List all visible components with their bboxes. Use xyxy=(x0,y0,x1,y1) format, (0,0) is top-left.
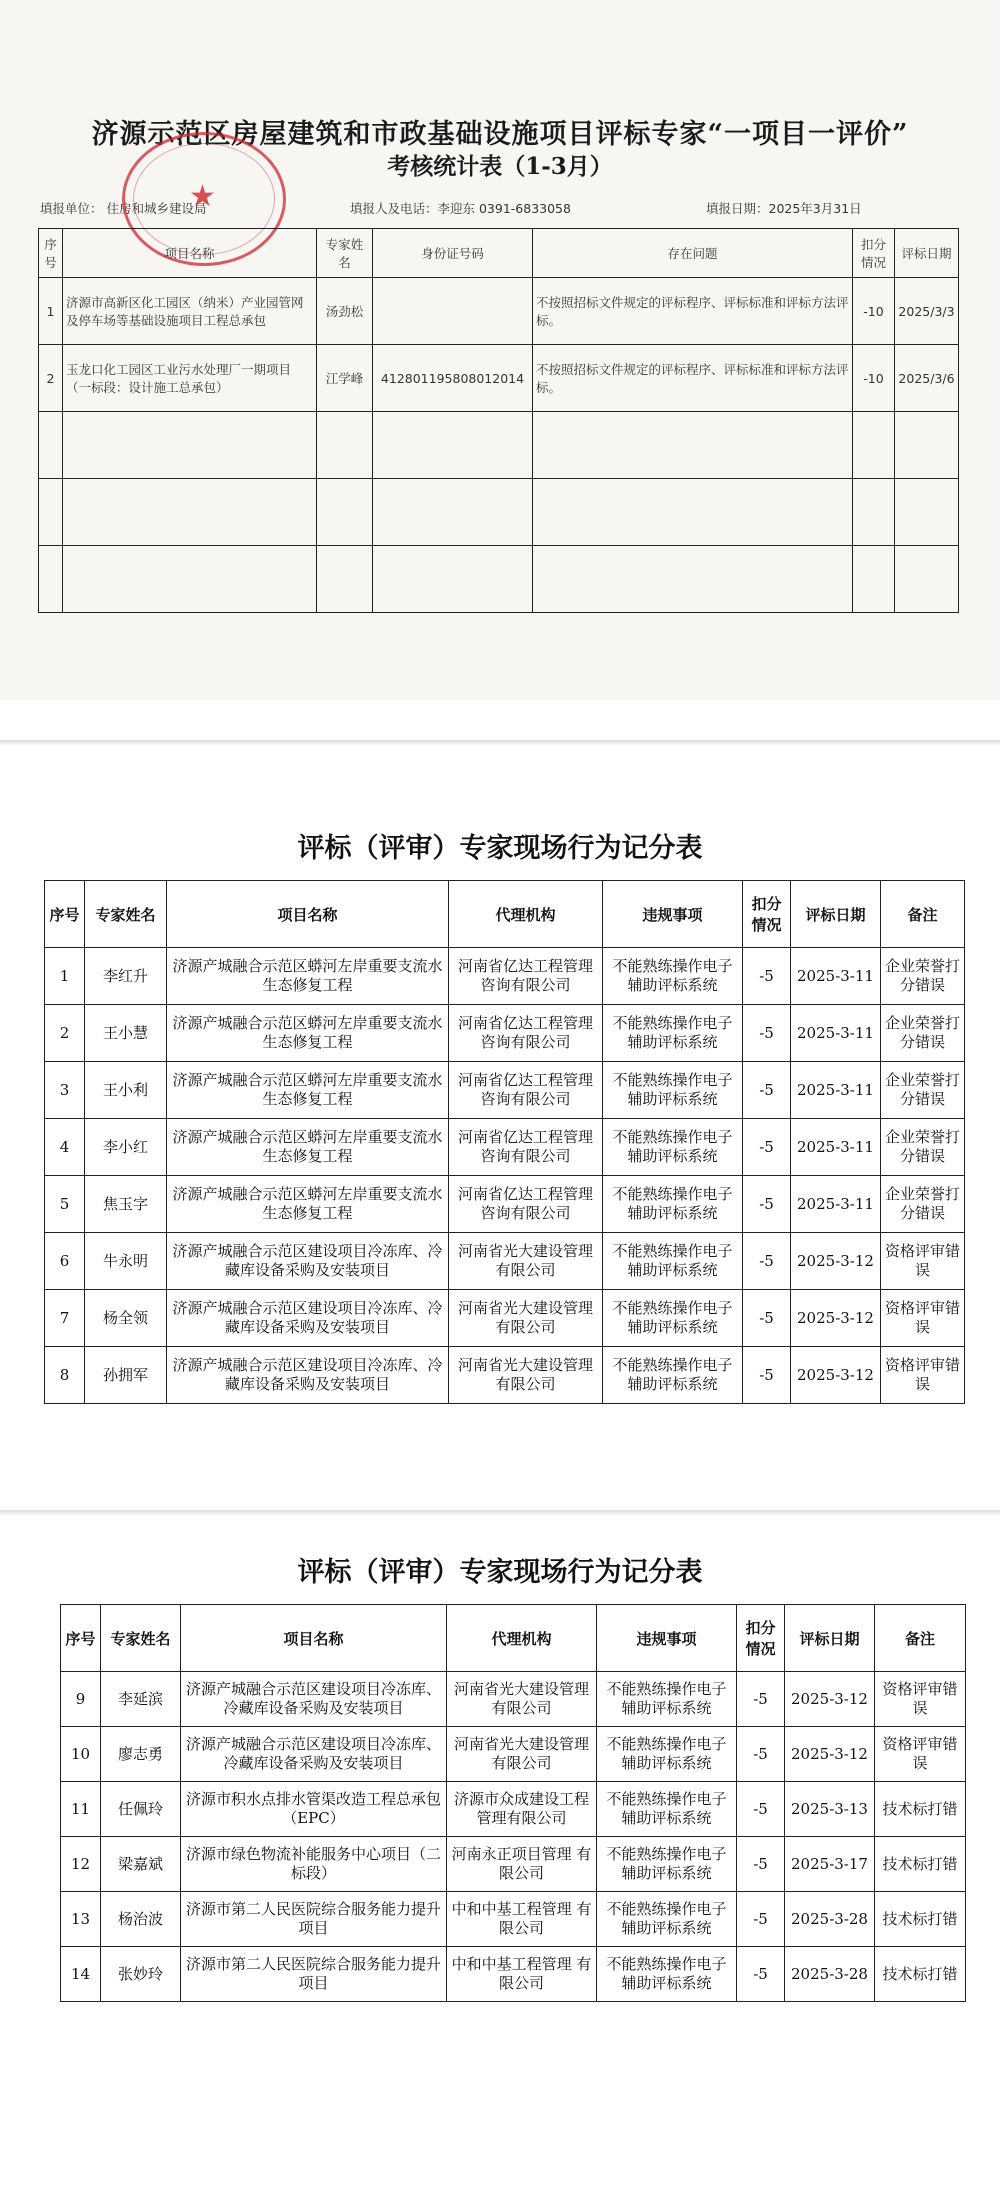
col-header: 专家姓名 xyxy=(101,1605,181,1672)
col-header: 身份证号码 xyxy=(373,229,533,278)
seal-star-icon: ★ xyxy=(189,179,216,214)
cell-note: 企业荣誉打分错误 xyxy=(881,1005,965,1062)
cell-no: 1 xyxy=(39,278,63,345)
cell-no: 2 xyxy=(45,1005,85,1062)
cell-deduct: -10 xyxy=(853,345,895,412)
cell-agency: 河南省光大建设管理 有限公司 xyxy=(447,1672,597,1727)
table-row xyxy=(45,1290,965,1347)
table-row xyxy=(61,1892,966,1947)
cell-violation: 不能熟练操作电子辅助评标系统 xyxy=(603,1233,743,1290)
cell-project: 济源产城融合示范区蟒河左岸重要支流水生态修复工程 xyxy=(167,1176,449,1233)
cell-deduct: -10 xyxy=(853,278,895,345)
table-row xyxy=(45,948,965,1005)
cell-violation: 不能熟练操作电子辅助评标系统 xyxy=(603,948,743,1005)
cell-agency: 河南省光大建设管理 有限公司 xyxy=(449,1233,603,1290)
cell-deduct: -5 xyxy=(743,1347,791,1404)
cell-note: 技术标打错 xyxy=(875,1892,966,1947)
cell-date: 2025-3-11 xyxy=(791,1176,881,1233)
cell-agency: 河南省光大建设管理 有限公司 xyxy=(447,1727,597,1782)
cell-project: 济源市第二人民医院综合服务能力提升项目 xyxy=(181,1892,447,1947)
cell-project: 济源市积水点排水管渠改造工程总承包（EPC） xyxy=(181,1782,447,1837)
cell-no: 8 xyxy=(45,1347,85,1404)
cell-name: 任佩玲 xyxy=(101,1782,181,1837)
cell-agency: 河南省亿达工程管理 咨询有限公司 xyxy=(449,1119,603,1176)
table-header-row xyxy=(39,229,959,278)
cell-deduct: -5 xyxy=(743,1005,791,1062)
cell-note: 企业荣誉打分错误 xyxy=(881,948,965,1005)
cell-project: 济源产城融合示范区蟒河左岸重要支流水生态修复工程 xyxy=(167,1119,449,1176)
cell-agency: 济源市众成建设工程 管理有限公司 xyxy=(447,1782,597,1837)
cell-violation: 不能熟练操作电子辅助评标系统 xyxy=(597,1727,737,1782)
table-row xyxy=(61,1727,966,1782)
cell-project: 济源产城融合示范区建设项目冷冻库、冷藏库设备采购及安装项目 xyxy=(167,1233,449,1290)
cell-project: 济源产城融合示范区建设项目冷冻库、冷藏库设备采购及安装项目 xyxy=(181,1672,447,1727)
cell-name: 杨全领 xyxy=(85,1290,167,1347)
cell-deduct: -5 xyxy=(737,1727,785,1782)
cell-expert: 江学峰 xyxy=(317,345,373,412)
cell-name: 王小慧 xyxy=(85,1005,167,1062)
cell-violation: 不能熟练操作电子辅助评标系统 xyxy=(597,1837,737,1892)
fill-unit-label: 填报单位： xyxy=(40,201,103,216)
cell-name: 梁嘉斌 xyxy=(101,1837,181,1892)
col-header: 序号 xyxy=(61,1605,101,1672)
cell-deduct: -5 xyxy=(743,1290,791,1347)
fill-unit-value: 住房和城乡建设局 xyxy=(106,201,207,216)
score-table-1 xyxy=(44,880,965,1404)
cell-project: 济源产城融合示范区蟒河左岸重要支流水生态修复工程 xyxy=(167,1005,449,1062)
score-table-2-body xyxy=(61,1672,966,2002)
col-header: 扣分情况 xyxy=(743,881,791,948)
cell-violation: 不能熟练操作电子辅助评标系统 xyxy=(597,1782,737,1837)
cell-name: 李小红 xyxy=(85,1119,167,1176)
cell-agency: 河南永正项目管理 有限公司 xyxy=(447,1837,597,1892)
evaluation-sheet xyxy=(0,0,1000,700)
cell-date: 2025-3-12 xyxy=(785,1727,875,1782)
cell-agency: 河南省亿达工程管理 咨询有限公司 xyxy=(449,1176,603,1233)
cell-violation: 不能熟练操作电子辅助评标系统 xyxy=(597,1892,737,1947)
cell-deduct: -5 xyxy=(743,1233,791,1290)
cell-agency: 河南省光大建设管理 有限公司 xyxy=(449,1347,603,1404)
cell-violation: 不能熟练操作电子辅助评标系统 xyxy=(603,1347,743,1404)
empty-row xyxy=(39,546,959,613)
col-header: 评标日期 xyxy=(785,1605,875,1672)
table-row xyxy=(39,278,959,345)
table-row xyxy=(39,345,959,412)
evaluation-table xyxy=(38,228,959,613)
cell-no: 4 xyxy=(45,1119,85,1176)
cell-deduct: -5 xyxy=(743,1176,791,1233)
score-table-title-2: 评标（评审）专家现场行为记分表 xyxy=(297,1557,703,1588)
col-header: 序号 xyxy=(45,881,85,948)
cell-violation: 不能熟练操作电子辅助评标系统 xyxy=(603,1176,743,1233)
col-header: 备注 xyxy=(875,1605,966,1672)
sheet-title: 济源示范区房屋建筑和市政基础设施项目评标专家“一项目一评价” xyxy=(91,119,909,150)
cell-violation: 不能熟练操作电子辅助评标系统 xyxy=(597,1672,737,1727)
cell-date: 2025-3-17 xyxy=(785,1837,875,1892)
cell-name: 焦玉字 xyxy=(85,1176,167,1233)
col-header: 违规事项 xyxy=(597,1605,737,1672)
col-header: 存在问题 xyxy=(533,229,853,278)
cell-name: 牛永明 xyxy=(85,1233,167,1290)
score-table-1-body xyxy=(45,948,965,1404)
col-header: 违规事项 xyxy=(603,881,743,948)
cell-deduct: -5 xyxy=(737,1672,785,1727)
cell-no: 5 xyxy=(45,1176,85,1233)
col-header: 评标日期 xyxy=(895,229,959,278)
filler-info: 填报人及电话：李迎东 0391-6833058 xyxy=(350,201,571,216)
cell-deduct: -5 xyxy=(737,1782,785,1837)
cell-date: 2025/3/6 xyxy=(895,345,959,412)
cell-project: 济源产城融合示范区蟒河左岸重要支流水生态修复工程 xyxy=(167,1062,449,1119)
cell-expert: 汤劲松 xyxy=(317,278,373,345)
cell-no: 2 xyxy=(39,345,63,412)
col-header: 评标日期 xyxy=(791,881,881,948)
cell-no: 13 xyxy=(61,1892,101,1947)
table-header-row xyxy=(45,881,965,948)
cell-no: 12 xyxy=(61,1837,101,1892)
cell-no: 14 xyxy=(61,1947,101,2002)
cell-name: 孙拥军 xyxy=(85,1347,167,1404)
cell-violation: 不能熟练操作电子辅助评标系统 xyxy=(603,1290,743,1347)
cell-note: 资格评审错误 xyxy=(881,1233,965,1290)
table-row xyxy=(45,1005,965,1062)
cell-note: 技术标打错 xyxy=(875,1782,966,1837)
cell-no: 7 xyxy=(45,1290,85,1347)
cell-no: 10 xyxy=(61,1727,101,1782)
cell-project: 济源市绿色物流补能服务中心项目（二标段） xyxy=(181,1837,447,1892)
cell-agency: 河南省光大建设管理 有限公司 xyxy=(449,1290,603,1347)
cell-agency: 河南省亿达工程管理 咨询有限公司 xyxy=(449,1005,603,1062)
cell-deduct: -5 xyxy=(743,1119,791,1176)
cell-date: 2025-3-12 xyxy=(791,1290,881,1347)
cell-date: 2025/3/3 xyxy=(895,278,959,345)
col-header: 扣分情况 xyxy=(737,1605,785,1672)
col-header: 备注 xyxy=(881,881,965,948)
sheet-subtitle: 考核统计表（1-3月） xyxy=(387,153,613,180)
table-row xyxy=(61,1672,966,1727)
col-header: 项目名称 xyxy=(181,1605,447,1672)
cell-date: 2025-3-11 xyxy=(791,948,881,1005)
col-header: 专家姓名 xyxy=(85,881,167,948)
fill-date: 填报日期：2025年3月31日 xyxy=(706,201,862,216)
cell-note: 企业荣誉打分错误 xyxy=(881,1176,965,1233)
cell-deduct: -5 xyxy=(737,1837,785,1892)
cell-date: 2025-3-28 xyxy=(785,1892,875,1947)
cell-note: 技术标打错 xyxy=(875,1947,966,2002)
cell-note: 企业荣誉打分错误 xyxy=(881,1062,965,1119)
table-header-row xyxy=(61,1605,966,1672)
cell-project: 济源产城融合示范区建设项目冷冻库、冷藏库设备采购及安装项目 xyxy=(167,1290,449,1347)
table-row xyxy=(45,1062,965,1119)
cell-id: 412801195808012014 xyxy=(373,345,533,412)
cell-issue: 不按照招标文件规定的评标程序、评标标准和评标方法评标。 xyxy=(533,278,853,345)
score-table-title: 评标（评审）专家现场行为记分表 xyxy=(297,833,703,864)
cell-deduct: -5 xyxy=(737,1892,785,1947)
table-row xyxy=(61,1782,966,1837)
cell-deduct: -5 xyxy=(737,1947,785,2002)
col-header: 扣分情况 xyxy=(853,229,895,278)
cell-note: 技术标打错 xyxy=(875,1837,966,1892)
cell-id xyxy=(373,278,533,345)
cell-project: 济源产城融合示范区蟒河左岸重要支流水生态修复工程 xyxy=(167,948,449,1005)
col-header: 序号 xyxy=(39,229,63,278)
cell-name: 王小利 xyxy=(85,1062,167,1119)
cell-violation: 不能熟练操作电子辅助评标系统 xyxy=(603,1062,743,1119)
col-header: 项目名称 xyxy=(63,229,317,278)
cell-date: 2025-3-11 xyxy=(791,1119,881,1176)
cell-name: 李红升 xyxy=(85,948,167,1005)
table-row xyxy=(61,1947,966,2002)
table-row xyxy=(45,1176,965,1233)
cell-no: 11 xyxy=(61,1782,101,1837)
cell-date: 2025-3-28 xyxy=(785,1947,875,2002)
cell-deduct: -5 xyxy=(743,948,791,1005)
score-table-2 xyxy=(60,1604,966,2002)
cell-violation: 不能熟练操作电子辅助评标系统 xyxy=(597,1947,737,2002)
cell-note: 企业荣誉打分错误 xyxy=(881,1119,965,1176)
empty-row xyxy=(39,479,959,546)
table-row xyxy=(45,1233,965,1290)
cell-project: 济源产城融合示范区建设项目冷冻库、冷藏库设备采购及安装项目 xyxy=(181,1727,447,1782)
cell-violation: 不能熟练操作电子辅助评标系统 xyxy=(603,1119,743,1176)
col-header: 项目名称 xyxy=(167,881,449,948)
cell-agency: 河南省亿达工程管理 咨询有限公司 xyxy=(449,948,603,1005)
cell-date: 2025-3-11 xyxy=(791,1005,881,1062)
cell-project: 济源市第二人民医院综合服务能力提升项目 xyxy=(181,1947,447,2002)
cell-no: 6 xyxy=(45,1233,85,1290)
cell-agency: 河南省亿达工程管理 咨询有限公司 xyxy=(449,1062,603,1119)
cell-date: 2025-3-11 xyxy=(791,1062,881,1119)
cell-name: 廖志勇 xyxy=(101,1727,181,1782)
table-row xyxy=(45,1119,965,1176)
col-header: 代理机构 xyxy=(449,881,603,948)
cell-note: 资格评审错误 xyxy=(881,1290,965,1347)
cell-no: 3 xyxy=(45,1062,85,1119)
cell-issue: 不按照招标文件规定的评标程序、评标标准和评标方法评标。 xyxy=(533,345,853,412)
cell-name: 张妙玲 xyxy=(101,1947,181,2002)
cell-name: 李延滨 xyxy=(101,1672,181,1727)
cell-no: 1 xyxy=(45,948,85,1005)
cell-no: 9 xyxy=(61,1672,101,1727)
cell-violation: 不能熟练操作电子辅助评标系统 xyxy=(603,1005,743,1062)
cell-deduct: -5 xyxy=(743,1062,791,1119)
cell-agency: 中和中基工程管理 有限公司 xyxy=(447,1892,597,1947)
cell-date: 2025-3-12 xyxy=(791,1233,881,1290)
col-header: 专家姓名 xyxy=(317,229,373,278)
table-row xyxy=(61,1837,966,1892)
cell-date: 2025-3-12 xyxy=(785,1672,875,1727)
cell-agency: 中和中基工程管理 有限公司 xyxy=(447,1947,597,2002)
cell-date: 2025-3-12 xyxy=(791,1347,881,1404)
cell-date: 2025-3-13 xyxy=(785,1782,875,1837)
table-row xyxy=(45,1347,965,1404)
cell-project: 玉龙口化工园区工业污水处理厂一期项目（一标段：设计施工总承包） xyxy=(63,345,317,412)
empty-row xyxy=(39,412,959,479)
cell-note: 资格评审错误 xyxy=(881,1347,965,1404)
cell-project: 济源市高新区化工园区（纳米）产业园管网及停车场等基础设施项目工程总承包 xyxy=(63,278,317,345)
cell-note: 资格评审错误 xyxy=(875,1672,966,1727)
col-header: 代理机构 xyxy=(447,1605,597,1672)
cell-note: 资格评审错误 xyxy=(875,1727,966,1782)
cell-name: 杨治波 xyxy=(101,1892,181,1947)
cell-project: 济源产城融合示范区建设项目冷冻库、冷藏库设备采购及安装项目 xyxy=(167,1347,449,1404)
